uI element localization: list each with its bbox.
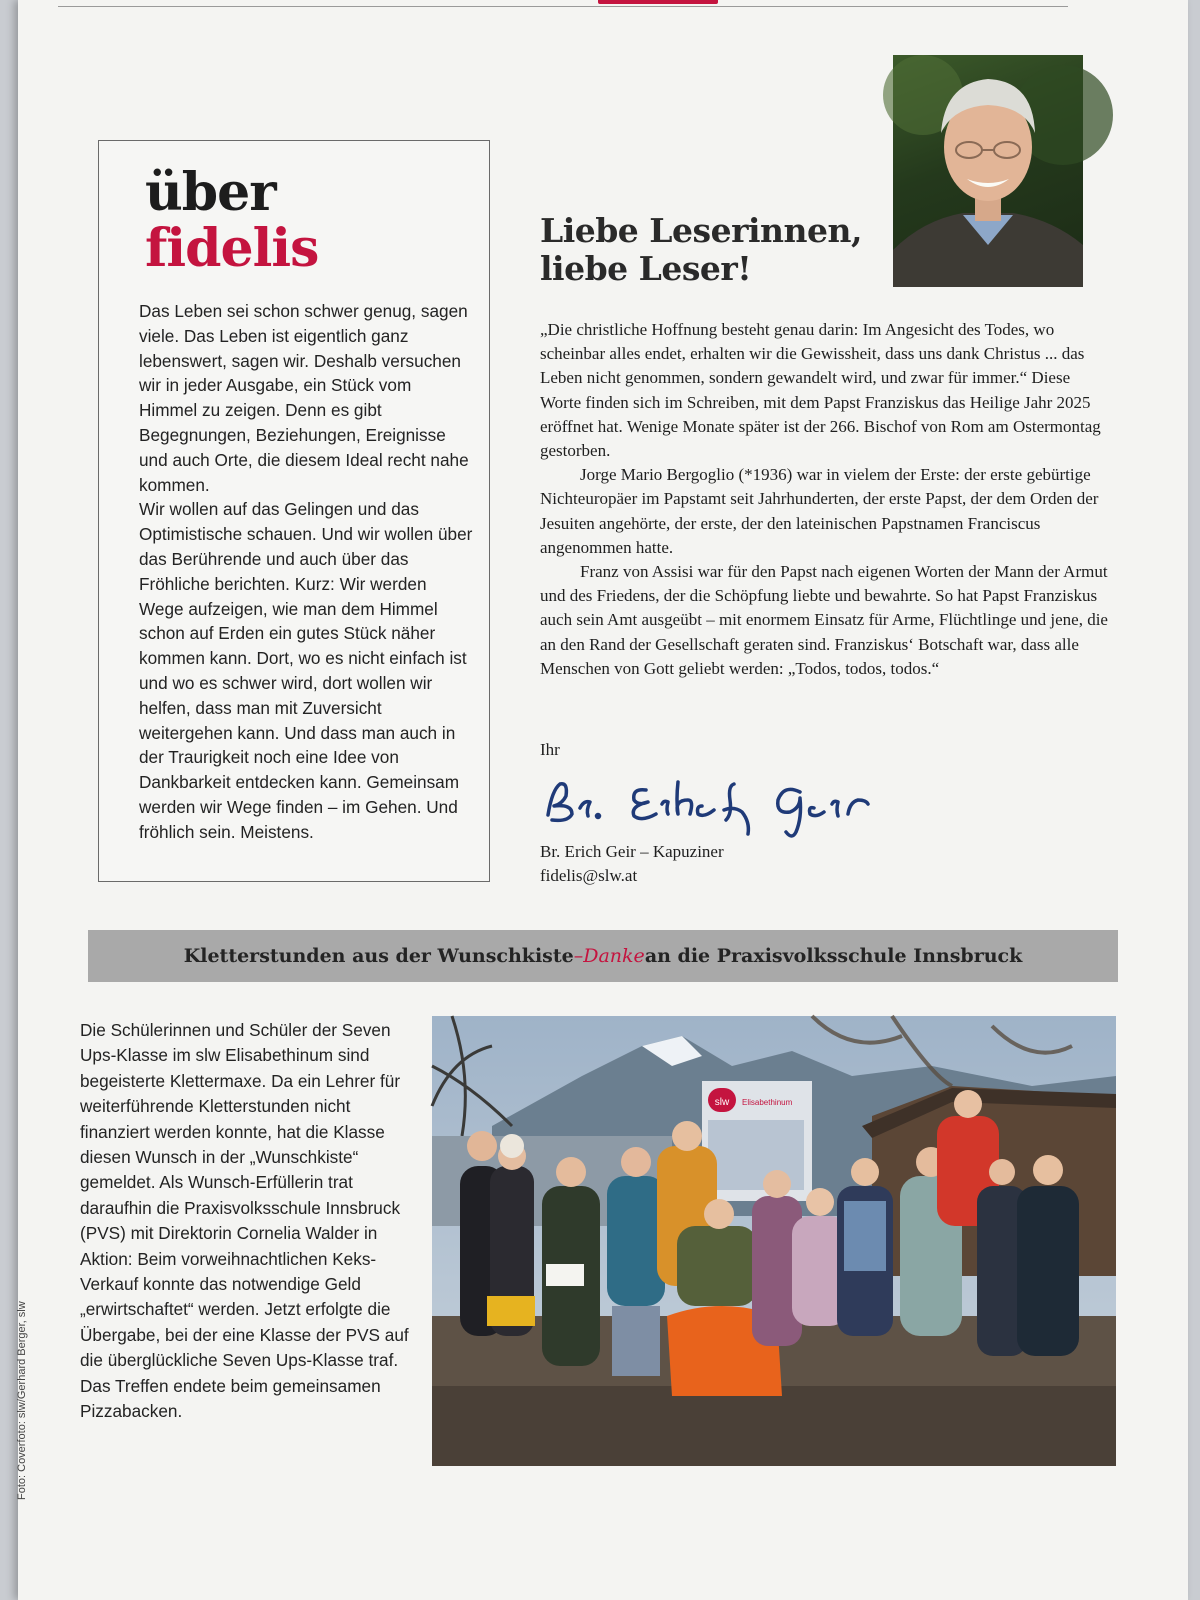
editorial-heading <box>540 212 880 288</box>
about-box <box>98 140 490 882</box>
sign-logo-text: slw <box>714 1097 730 1108</box>
editorial-closing: Ihr <box>540 740 560 759</box>
editorial-paragraph-3: Franz von Assisi war für den Papst nach eigenen Worten der Mann der Armut und des Friedens, der die Schöpfung liebte und bewahrte. So hat Papst Franziskus auch sein Amt ausgeübt – mit enormem Einsatz für Arme, Flüchtlinge und jene, die an den Rand der Gesellschaft geraten sind. Franziskus‘ Botschaft war, dass alle Menschen von Gott geliebt werden: „Todos, todos, todos.“ <box>540 562 1108 678</box>
contact-email[interactable]: fidelis@slw.at <box>540 866 638 885</box>
article-paragraph: Die Schülerinnen und Schüler der Seven Ups-Klasse im slw Elisabethinum sind begeisterte Klettermaxe. Da ein Lehrer für weiterführende Kletterstunden nicht finanziert werden konnte, hat die Klasse diesen Wunsch in der „Wunschkiste“ gemeldet. Als Wunsch-Erfüllerin trat daraufhin die Praxisvolksschule Innsbruck (PVS) mit Direktorin Cornelia Walder in Aktion: Beim vorweihnachtlichen Keks-Verkauf konnte das notwendige Geld „erwirtschaftet“ werden. Jetzt erfolgte die Übergabe, bei der eine Klasse der PVS auf die überglückliche Seven Ups-Klasse traf. Das Treffen endete beim gemeinsamen Pizzabacken. <box>80 1020 409 1422</box>
photo-credit: Foto: Coverfoto: slw/Gerhard Berger, slw <box>16 1301 28 1500</box>
editorial-paragraph-1: „Die christliche Hoffnung besteht genau darin: Im Angesicht des Todes, wo scheinbar alles endet, erhalten wir die Gewissheit, dass uns dank Christus ... das Leben nicht genommen, sondern gewandelt wird, und zwar für immer.“ Diese Worte finden sich im Schreiben, mit dem Papst Franziskus das Heilige Jahr 2025 eröffnet hat. Wenige Monate später ist der 266. Bischof von Rom am Ostermontag gestorben. <box>540 320 1101 461</box>
banner-title-part1: Kletterstunden aus der Wunschkiste <box>183 945 574 967</box>
about-title-line1: über <box>145 162 276 223</box>
about-text <box>139 299 474 845</box>
banner-title-part2: an die Praxisvolksschule Innsbruck <box>644 945 1023 967</box>
article-banner <box>88 930 1118 982</box>
editorial-paragraph-2: Jorge Mario Bergoglio (*1936) war in vielem der Erste: der erste gebürtige Nichteuropäer im Papstamt seit Jahrhunderten, der erste Papst, der dem Orden der Jesuiten angehörte, der erste, der den lateinischen Papstnamen Franciscus angenommen hatte. <box>540 465 1099 557</box>
banner-dash: – <box>573 945 584 967</box>
article-text <box>80 1018 420 1425</box>
top-rule <box>58 0 1068 7</box>
author-portrait-photo <box>893 55 1083 287</box>
section-label-marker <box>598 0 718 4</box>
handwritten-signature <box>538 770 898 840</box>
banner-highlight: Danke <box>583 945 645 967</box>
editorial-heading-line2: liebe Leser! <box>540 249 752 288</box>
about-paragraph-2: Wir wollen auf das Gelingen und das Optimistische schauen. Und wir wollen über das Berührende und auch über das Fröhliche berichten. Kurz: Wir werden Wege aufzeigen, wie man dem Himmel schon auf Erden ein gutes Stück näher kommen kann. Dort, wo es nicht einfach ist und wo es schwer wird, dort wollen wir helfen, dass man mit Zuversicht weitergehen kann. Und dass man auch in der Traurigkeit noch eine Idee von Dankbarkeit entdecken kann. Gemeinsam werden wir Wege finden – im Gehen. Und fröhlich sein. Meistens. <box>139 499 473 842</box>
about-paragraph-1: Das Leben sei schon schwer genug, sagen viele. Das Leben ist eigentlich ganz lebenswert, sagen wir. Deshalb versuchen wir in jeder Ausgabe, ein Stück vom Himmel zu zeigen. Denn es gibt Begegnungen, Beziehungen, Ereignisse und auch Orte, die diesem Ideal recht nahe kommen. <box>139 301 469 495</box>
editorial-body <box>540 318 1108 681</box>
editorial-heading-line1: Liebe Leserinnen, <box>540 211 862 250</box>
magazine-page <box>18 0 1188 1600</box>
signature-name: Br. Erich Geir – Kapuziner <box>540 842 724 861</box>
group-photo <box>432 1016 1116 1466</box>
sign-label-text: Elisabethinum <box>742 1098 793 1107</box>
about-title-line2: fidelis <box>145 218 319 279</box>
